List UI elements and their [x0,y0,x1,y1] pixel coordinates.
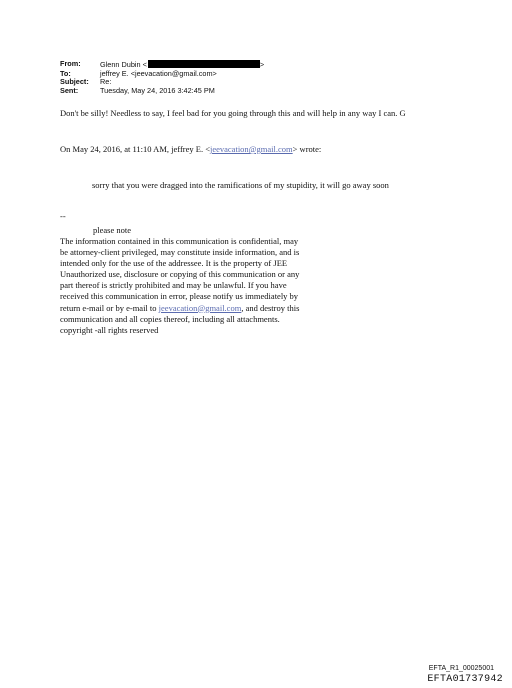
to-label: To: [60,68,71,78]
disclaimer-email-link[interactable]: jeevacation@gmail.com [158,302,242,313]
reply-body: Don't be silly! Needless to say, I feel bad for you going through this and will help in any way I can. G [60,108,406,118]
redaction-bar [148,60,260,68]
sent-label: Sent: [60,85,79,95]
quote-attribution [60,144,460,155]
please-note: please note [93,225,131,235]
attribution-email-link[interactable]: jeevacation@gmail.com [209,144,293,154]
to-row [60,70,264,79]
signature-dash: -- [60,211,66,221]
bates-number-2: EFTA01737942 [427,674,503,685]
quoted-message: sorry that you were dragged into the ramifications of my stupidity, it will go away soon [92,180,389,190]
disclaimer-text-2: , and destroy this communication and all copies thereof, including all attachments. copyright -all rights reserved [60,302,300,335]
to-value: jeffrey E. <jeevacation@gmail.com> [100,68,217,78]
bates-number-1: EFTA_R1_00025001 [428,665,494,672]
email-header [60,60,264,95]
disclaimer-text-1: The information contained in this communication is confidential, may be attorney-client privileged, may constitute inside information, and is intended only for the use of the addressee. It is the property of JEE Unauthorized use, disclosure or copying of this communication or any part thereof is strictly prohibited and may be unlawful. If you have received this communication in error, please notify us immediately by return e-mail or by e-mail to [60,236,300,313]
sent-row [60,87,264,96]
subject-label: Subject: [60,77,89,87]
from-name: Glenn Dubin < [100,60,147,69]
attribution-prefix: On May 24, 2016, at 11:10 AM, jeffrey E. < [60,144,210,154]
from-tail: > [259,60,265,69]
attribution-suffix: > wrote: [292,144,322,154]
sent-value: Tuesday, May 24, 2016 3:42:45 PM [100,85,215,95]
subject-value: Re: [100,77,112,87]
from-label: From: [60,59,81,68]
disclaimer [60,236,300,336]
